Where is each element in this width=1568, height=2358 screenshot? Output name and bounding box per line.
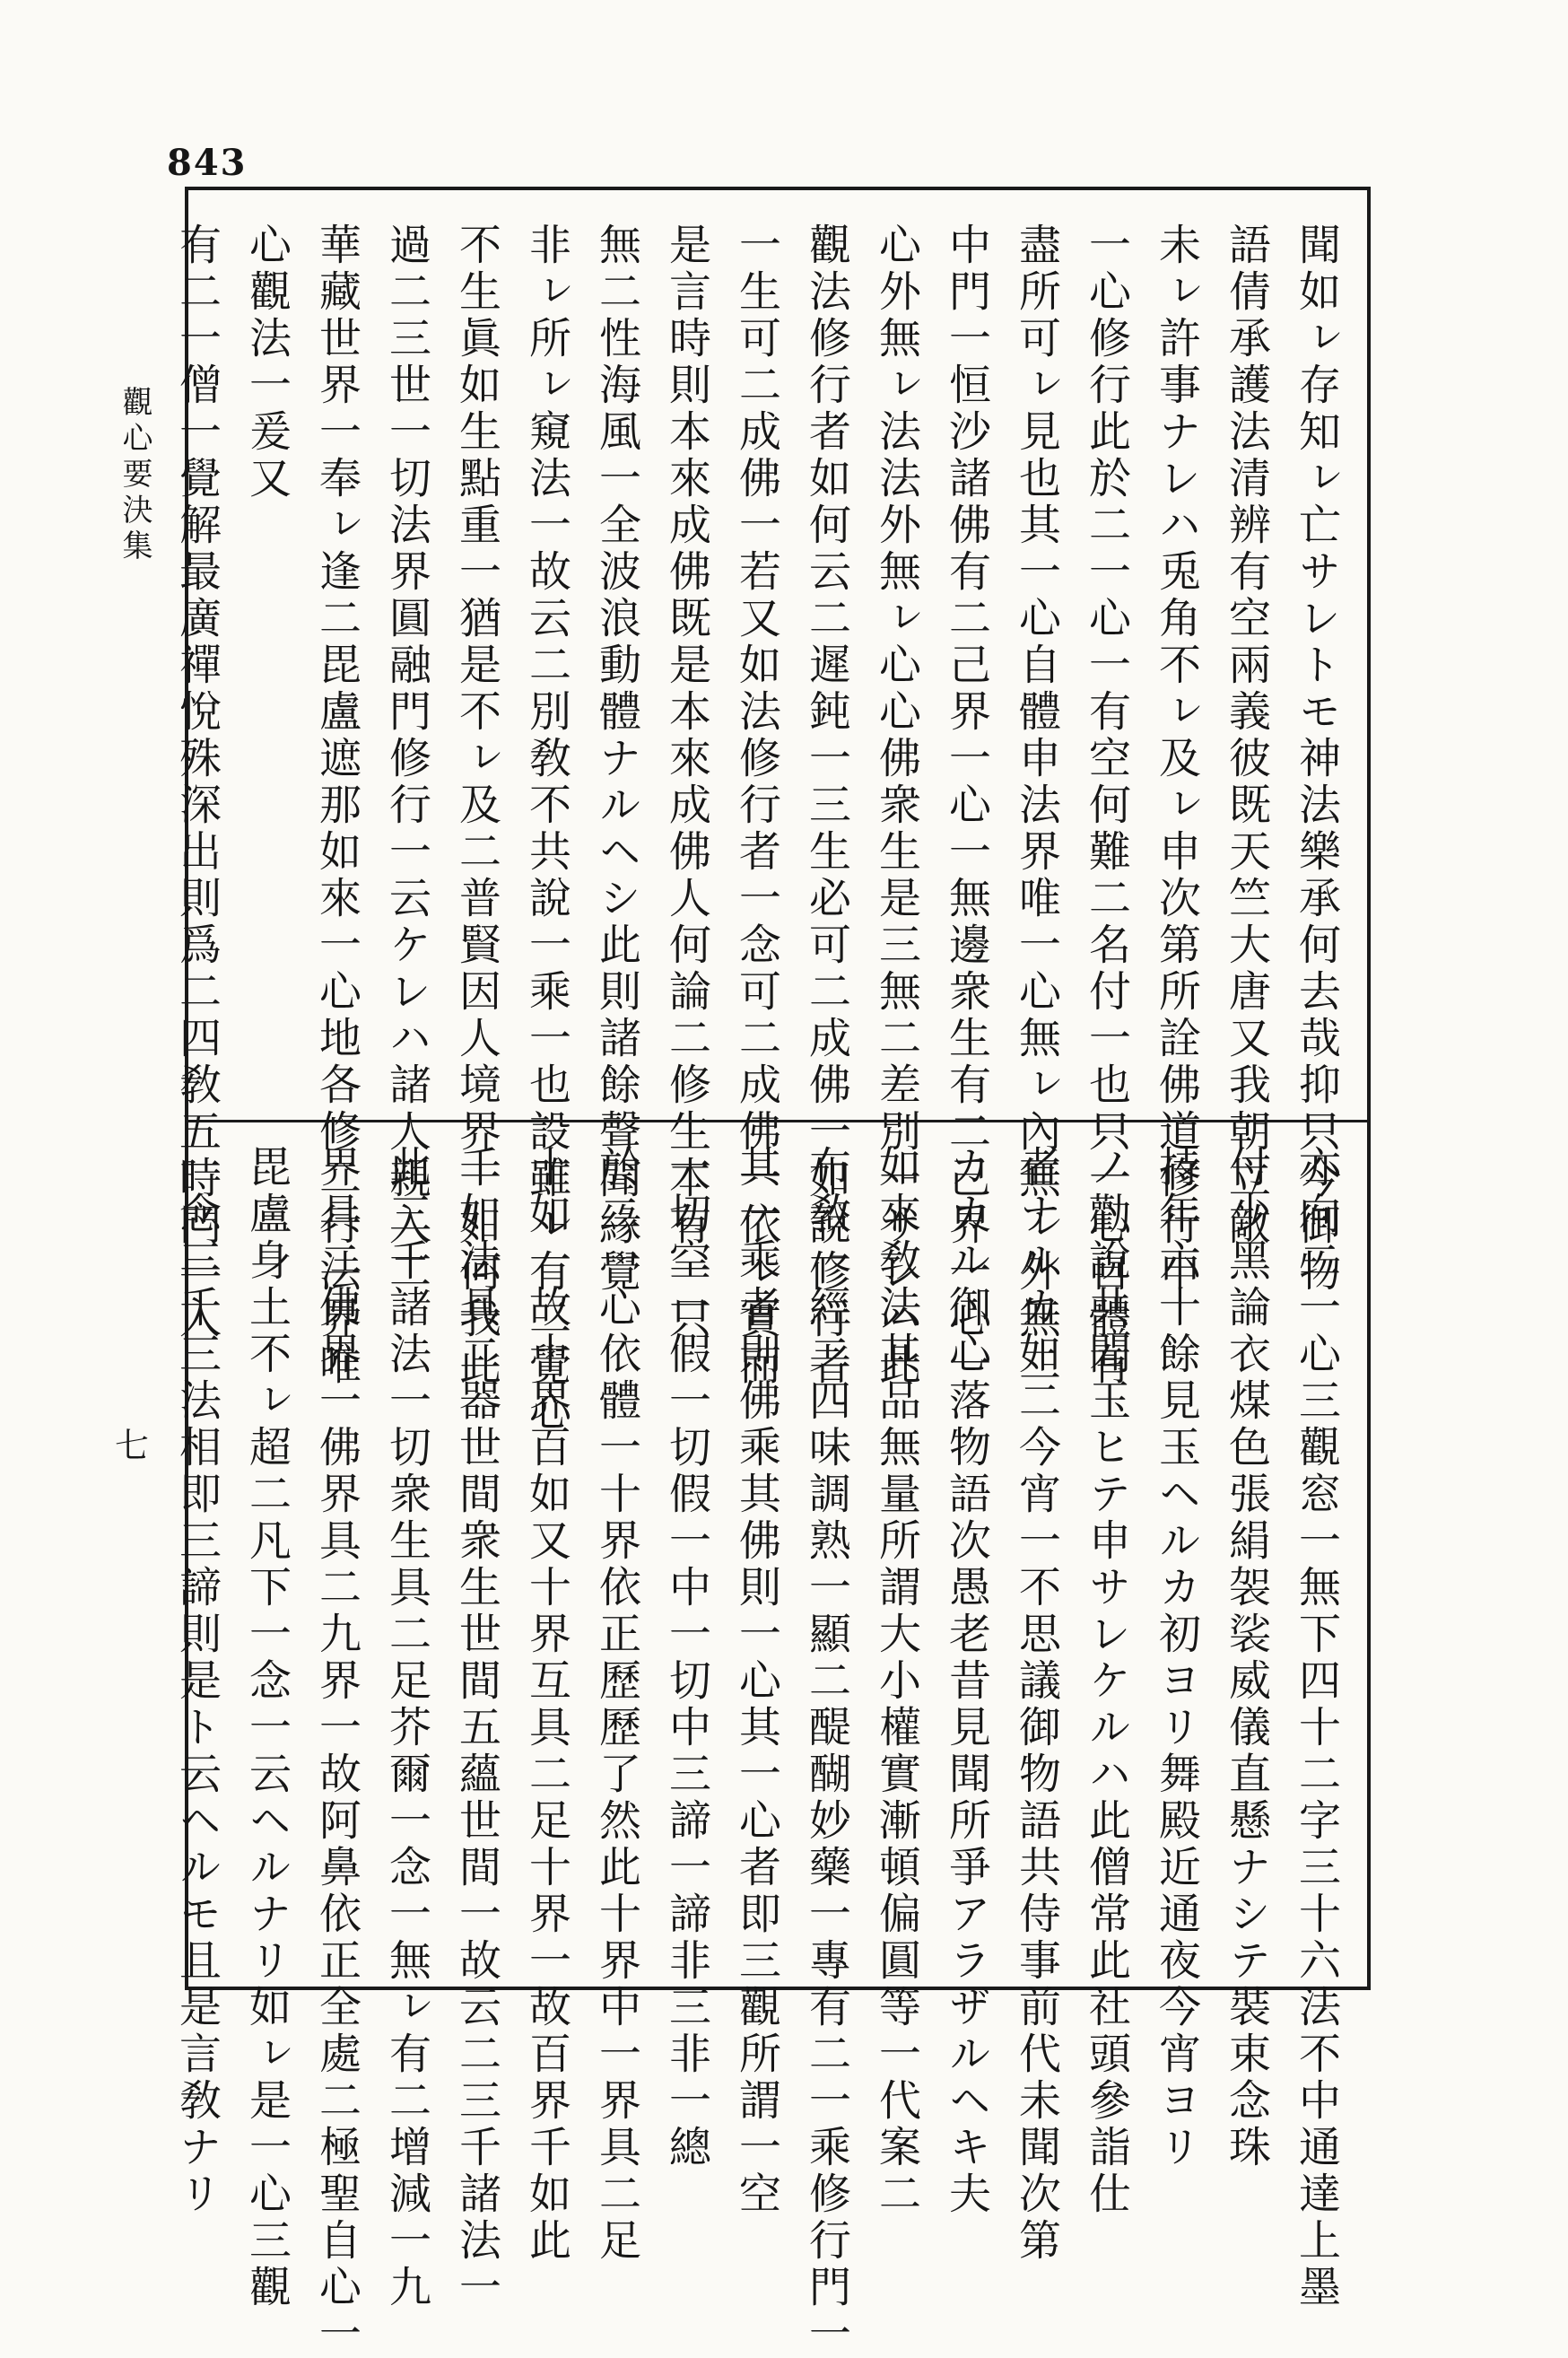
running-title: 觀心要決集 (117, 386, 152, 565)
text-line: 無二性海風一全波浪動體ナルヘシ此則諸餘聲聞緣覺 (592, 223, 641, 1296)
text-line: 界具二佛界一佛界具二九界一故阿鼻依正全處二極聖自心一 (312, 1145, 362, 2358)
text-line: 亦向二一心三觀窓一無下四十二字三十六法不中通達上墨 (1292, 1145, 1341, 2311)
text-line: 其一乘者則佛乘其佛則一心其一心者即三觀所謂一空 (732, 1145, 781, 2218)
text-line: 心外無ㇾ法法外無ㇾ心心佛衆生是三無二差別一サレハ此 (872, 223, 921, 1389)
text-line: 付少黑論衣煤色張絹袈裟威儀直懸ナシテ裝束念珠 (1222, 1145, 1271, 2171)
text-line: 十如一故十界百如又十界互具二足十界一故百界千如此 (522, 1145, 571, 2265)
text-line: 聞如ㇾ存知ㇾ亡サレトモ神法樂承何去哉抑只今御物 (1292, 223, 1341, 1296)
text-line: カカル御心落物語次愚老昔見聞所爭アラザルヘキ夫 (942, 1145, 991, 2218)
text-line: 心觀法一爰又 (242, 223, 292, 502)
text-line: 是言時則本來成佛既是本來成佛人何論二修生本有一只 (662, 223, 711, 1342)
page-number: 843 (167, 142, 248, 184)
upper-text-block (172, 223, 1351, 1436)
text-line: 於二一心依體一十界依正歷歷了然此十界中一界具二足 (592, 1145, 641, 2265)
text-line: 布敎一經二四味調熟一顯二醍醐妙藥一專有二一乘修行門一 (802, 1145, 851, 2358)
text-line: 毘盧身土不ㇾ超二凡下一念一云ヘルナリ如ㇾ是一心三觀 (242, 1145, 292, 2311)
folio-number: 七 (115, 1426, 150, 1465)
text-line: ノ勸說共聞玉ヒテ申サレケルハ此僧常此社頭參詣仕 (1082, 1145, 1131, 2218)
text-line: 華藏世界一奉ㇾ逢二毘盧遮那如來一心地各修二行法界唯 (312, 223, 362, 1389)
text-line: 此三千諸法一切衆生具二足芥爾一念一無ㇾ有二增減一九 (382, 1145, 431, 2311)
section-divider (188, 1120, 1367, 1122)
text-line: 一生可二成佛一若又如法修行者一念可二成佛一依ㇾ實而 (732, 223, 781, 1389)
text-line: 一心修行此於二一心一有空何難二名付一也只一心自體有 (1082, 223, 1131, 1389)
text-line: 千如法具二器世間衆生世間五蘊世間一故云二三千諸法一 (452, 1145, 501, 2311)
text-frame (172, 187, 1371, 2358)
text-line: 如來敎法其品無量所謂大小權實漸頓偏圓等一代案二 (872, 1145, 921, 2218)
lower-text-block (172, 1145, 1351, 2358)
text-line: 語倩承護法清辨有空兩義彼既天竺大唐又我朝立敵 (1222, 223, 1271, 1249)
text-line: 非ㇾ所ㇾ窺法一故云二別敎不共說一乘一也設雖ㇾ有二覺心 (522, 223, 571, 1436)
text-line: 中門一恒沙諸佛有二己界一心一無邊衆生有二己界一心一 (942, 223, 991, 1389)
text-line: 盡所可ㇾ見也其一心自體申法界唯一心無ㇾ內無ㇾ外無二 (1012, 223, 1061, 1389)
text-line: 觀法修行者如何云二遲鈍一三生必可二成佛一如說修行者 (802, 223, 851, 1389)
text-line: 有二一僧一覺解最廣禪悅殊深出則爲二四敎五時門一入 (172, 223, 222, 1342)
text-line: 持年六十餘見玉ヘルカ初ヨリ舞殿近通夜今宵ヨリ (1152, 1145, 1201, 2171)
text-line: 一切空一假一切假一中一切中三諦一諦非三非一總 (662, 1145, 711, 2171)
text-line: 過二三世一切法界圓融門修行一云ケレハ諸人親入二 (382, 223, 431, 1296)
text-line: 一念三千三法相即三諦則是ト云ヘルモ且是言敎ナリ (172, 1145, 222, 2218)
text-line: 者ナルカ如二今宵一不思議御物語共侍事前代未聞次第 (1012, 1145, 1061, 2265)
text-line: 不生眞如生點重一猶是不ㇾ及二普賢因人境界一如何我此 (452, 223, 501, 1389)
text-line: 未ㇾ許事ナレハ兎角不ㇾ及ㇾ申次第所詮佛道修行申 (1152, 223, 1201, 1296)
